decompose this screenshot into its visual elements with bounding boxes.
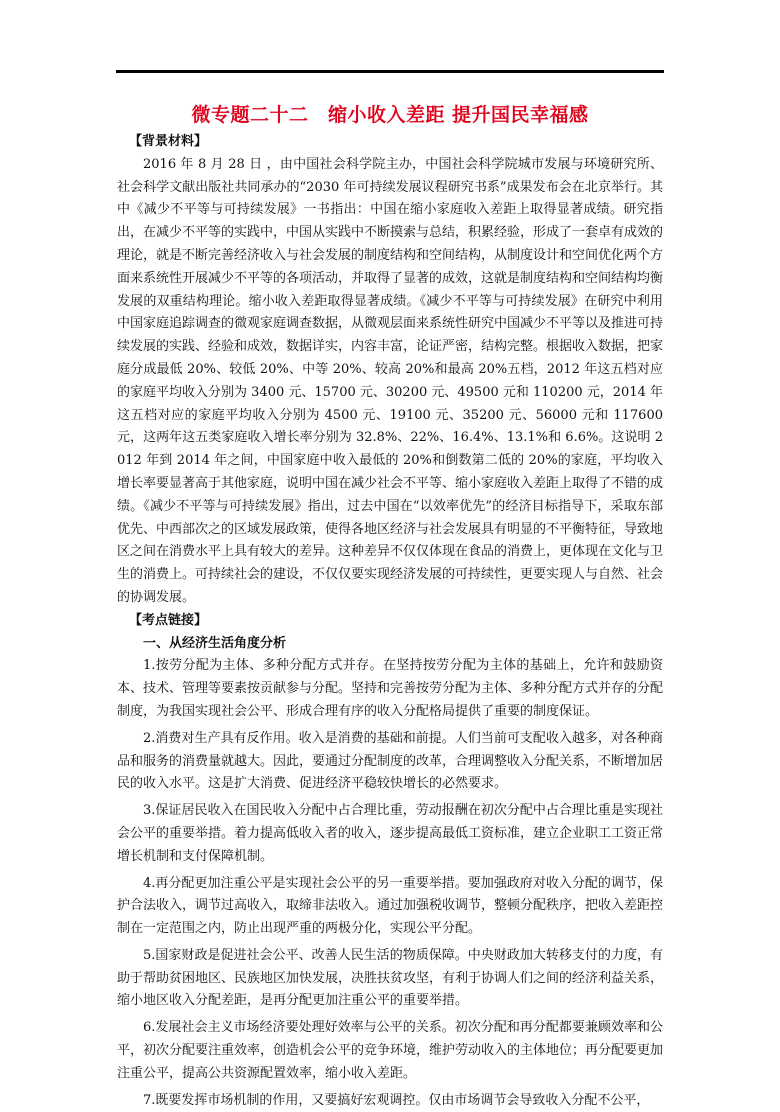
point-paragraph-1: 1.按劳分配为主体、多种分配方式并存。在坚持按劳分配为主体的基础上，允许和鼓励资本、技术、管理等要素按贡献参与分配。坚持和完善按劳分配为主体、多种分配方式并存的分配制度，为我国实现社会公平、形成合理有序的收入分配格局提供了重要的制度保证。 xyxy=(117,658,664,719)
page-title: 微专题二十二 缩小收入差距 提升国民幸福感 xyxy=(191,104,589,126)
background-label: 【背景材料】 xyxy=(129,134,208,149)
document-body xyxy=(117,131,663,1112)
section-heading: 一、从经济生活角度分析 xyxy=(143,635,287,651)
background-paragraph: 2016 年 8 月 28 日 ，由中国社会科学院主办，中国社会科学院城市发展与环境研究所、社会科学文献出版社共同承办的“2030 年可持续发展议程研究书系”成果发布会在北京举行。其中《减少不平等与可持续发展》一书指出：中国在缩小家庭收入差距上取得显著成绩。研究指出，在减少不平等的实践中，中国从实践中不断摸索与总结，积累经验，形成了一套卓有成效的理论，就是不断完善经济收入与社会发展的制度结构和空间结构，从制度设计和空间优化两个方面来系统性开展减少不平等的各项活动，并取得了显著的成效，这就是制度结构和空间结构均衡发展的双重结构理论。缩小收入差距取得显著成绩。《减少不平等与可持续发展》在研究中利用中国家庭追踪调查的微观家庭调查数据，从微观层面来系统性研究中国减少不平等以及推进可持续发展的实践、经验和成效，数据详实，内容丰富，论证严密，结构完整。根据收入数据，把家庭分成最低 20%、较低 20%、中等 20%、较高 20%和最高 20%五档，2012 年这五档对应的家庭平均收入分别为 3400 元、15700 元、30200 元、49500 元和 110200 元，2014 年这五档对应的家庭平均收入分别为 4500 元、19100 元、35200 元、56000 元和 117600 元，这两年这五类家庭收入增长率分别为 32.8%、22%、16.4%、13.1%和 6.6%。这说明 2012 年到 2014 年之间，中国家庭中收入最低的 20%和倒数第二低的 20%的家庭，平均收入增长率要显著高于其他家庭，说明中国在减少社会不平等、缩小家庭收入差距上取得了不错的成绩。《减少不平等与可持续发展》指出，过去中国在“以效率优先”的经济目标指导下，采取东部优先、中西部次之的区域发展政策，使得各地区经济与社会发展具有明显的不平衡特征，导致地区之间在消费水平上具有较大的差异。这种差异不仅仅体现在食品的消费上，更体现在文化与卫生的消费上。可持续社会的建设，不仅仅要实现经济发展的可持续性，更要实现人与自然、社会的协调发展。 xyxy=(117,156,664,605)
point-paragraph-6: 6.发展社会主义市场经济要处理好效率与公平的关系。初次分配和再分配都要兼顾效率和公平，初次分配要注重效率，创造机会公平的竞争环境，维护劳动收入的主体地位；再分配要更加注重公平，提高公共资源配置效率，缩小收入差距。 xyxy=(117,1020,664,1081)
point-paragraph-7: 7.既要发挥市场机制的作用，又要搞好宏观调控。仅由市场调节会导致收入分配不公平， xyxy=(143,1092,650,1108)
point-paragraph-5: 5.国家财政是促进社会公平、改善人民生活的物质保障。中央财政加大转移支付的力度，有助于帮助贫困地区、民族地区加快发展，决胜扶贫攻坚，有利于协调人们之间的经济利益关系，缩小地区收入分配差距，是再分配更加注重公平的重要举措。 xyxy=(117,947,664,1009)
point-paragraph-4: 4.再分配更加注重公平是实现社会公平的另一重要举措。要加强政府对收入分配的调节，保护合法收入，调节过高收入，取缔非法收入。通过加强税收调节，整顿分配秩序，把收入差距控制在一定范围之内，防止出现严重的两极分化，实现公平分配。 xyxy=(117,875,664,937)
point-paragraph-2: 2.消费对生产具有反作用。收入是消费的基础和前提。人们当前可支配收入越多，对各种商品和服务的消费量就越大。因此，要通过分配制度的改革，合理调整收入分配关系，不断增加居民的收入水平。这是扩大消费、促进经济平稳较快增长的必然要求。 xyxy=(117,730,664,792)
exam-link-label: 【考点链接】 xyxy=(129,612,208,628)
point-paragraph-3: 3.保证居民收入在国民收入分配中占合理比重，劳动报酬在初次分配中占合理比重是实现社会公平的重要举措。着力提高低收入者的收入，逐步提高最低工资标准，建立企业职工工资正常增长机制和支付保障机制。 xyxy=(117,803,664,864)
header-rule xyxy=(116,70,664,73)
